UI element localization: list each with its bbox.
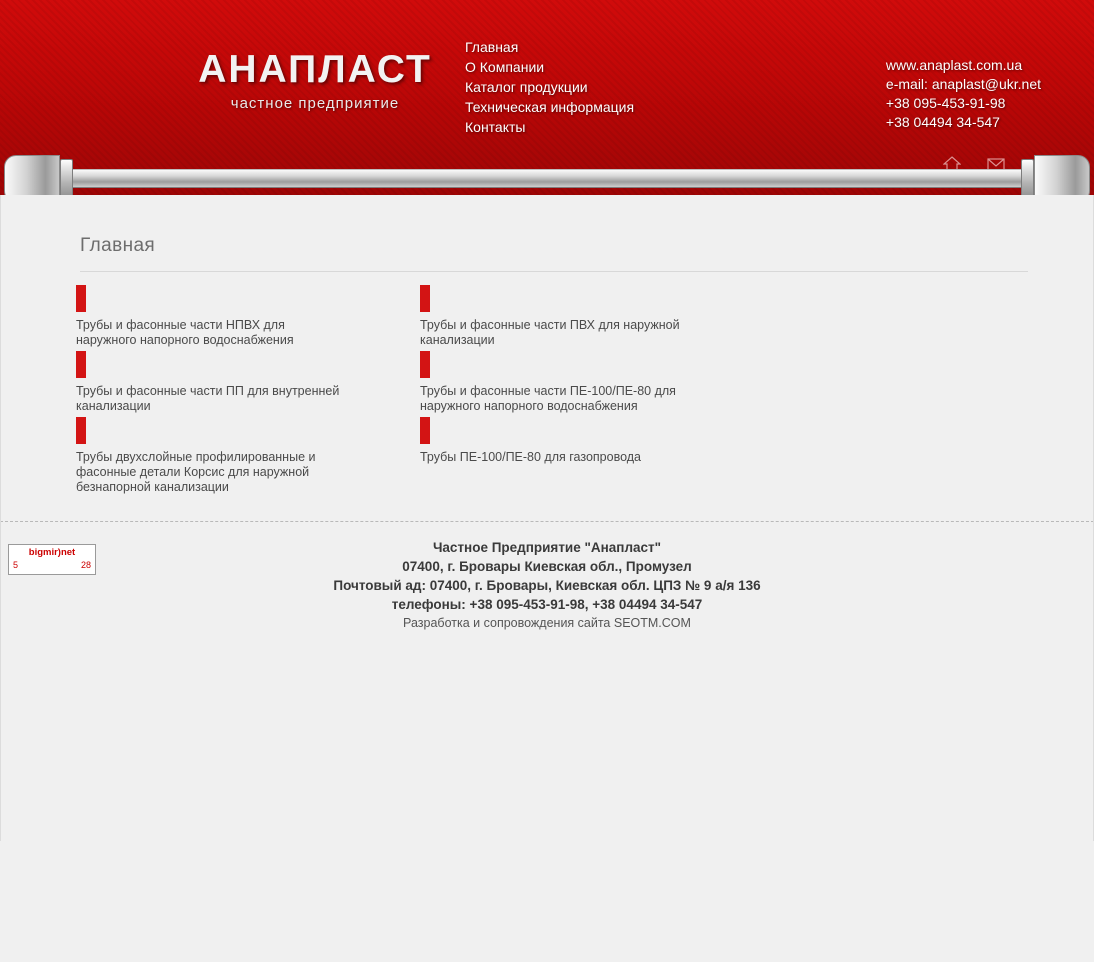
counter-title: bigmir)net [28, 547, 76, 558]
site-header [0, 0, 1094, 195]
mail-icon[interactable] [987, 155, 1005, 173]
home-icon[interactable] [943, 155, 961, 173]
product-card[interactable] [76, 422, 420, 495]
product-card[interactable] [76, 356, 420, 414]
sitemap-icon[interactable] [1031, 155, 1049, 173]
logo-subtitle: частное предприятие [230, 95, 400, 112]
contact-phone-2: +38 04494 34-547 [885, 114, 1000, 130]
nav-item-home[interactable]: Главная [465, 39, 519, 55]
product-caption[interactable]: Трубы ПЕ-100/ПЕ-80 для газопровода [420, 450, 641, 464]
contact-website[interactable]: www.anaplast.com.ua [885, 57, 1023, 73]
product-card[interactable] [76, 290, 420, 348]
header-icon-row [943, 155, 1049, 173]
counter-right-value: 28 [80, 560, 91, 570]
product-caption[interactable]: Трубы и фасонные части ПВХ для наружной канализации [420, 318, 680, 347]
product-card[interactable] [420, 422, 764, 495]
site-logo[interactable] [150, 50, 480, 112]
footer-address: 07400, г. Бровары Киевская обл., Промузел [402, 559, 692, 574]
bigmir-counter[interactable] [8, 544, 96, 575]
contact-phone-1: +38 095-453-91-98 [885, 95, 1006, 111]
product-thumbnail-npvh[interactable] [76, 285, 86, 312]
footer-postal-address: Почтовый ад: 07400, г. Бровары, Киевская обл. ЦПЗ № 9 а/я 136 [333, 578, 761, 593]
product-caption[interactable]: Трубы и фасонные части НПВХ для наружного напорного водоснабжения [76, 318, 294, 347]
product-thumbnail-pvh[interactable] [420, 285, 430, 312]
nav-item-contacts[interactable]: Контакты [465, 119, 526, 135]
pipe-decoration [0, 155, 1094, 195]
product-caption[interactable]: Трубы двухслойные профилированные и фасонные детали Корсис для наружной безнапорной канализации [76, 450, 316, 494]
counter-left-value: 5 [13, 560, 19, 570]
nav-item-about[interactable]: О Компании [465, 59, 545, 75]
product-card[interactable] [420, 290, 764, 348]
product-thumbnail-pe100[interactable] [420, 351, 430, 378]
product-card[interactable] [420, 356, 764, 414]
main-content [0, 195, 1094, 513]
header-contacts [886, 56, 1041, 132]
product-thumbnail-corsis[interactable] [76, 417, 86, 444]
footer-company: Частное Предприятие "Анапласт" [432, 540, 662, 555]
logo-title: АНАПЛАСТ [198, 48, 432, 91]
product-thumbnail-pp[interactable] [76, 351, 86, 378]
footer-credits: Разработка и сопровождения сайта SEOTM.COM [403, 616, 691, 630]
nav-item-catalog[interactable]: Каталог продукции [465, 79, 588, 95]
product-thumbnail-pe-gas[interactable] [420, 417, 430, 444]
content-left-border [0, 195, 1, 841]
site-footer [0, 522, 1094, 640]
page-title: Главная [80, 235, 156, 256]
product-grid [0, 272, 1030, 503]
contact-email[interactable]: e-mail: anaplast@ukr.net [885, 76, 1041, 92]
product-caption[interactable]: Трубы и фасонные части ПЕ-100/ПЕ-80 для наружного напорного водоснабжения [420, 384, 676, 413]
nav-item-technical-info[interactable]: Техническая информация [465, 99, 635, 115]
main-navigation [465, 38, 634, 138]
footer-text [0, 522, 1094, 633]
product-caption[interactable]: Трубы и фасонные части ПП для внутренней канализации [76, 384, 340, 413]
footer-phones: телефоны: +38 095-453-91-98, +38 04494 34-547 [391, 597, 703, 612]
